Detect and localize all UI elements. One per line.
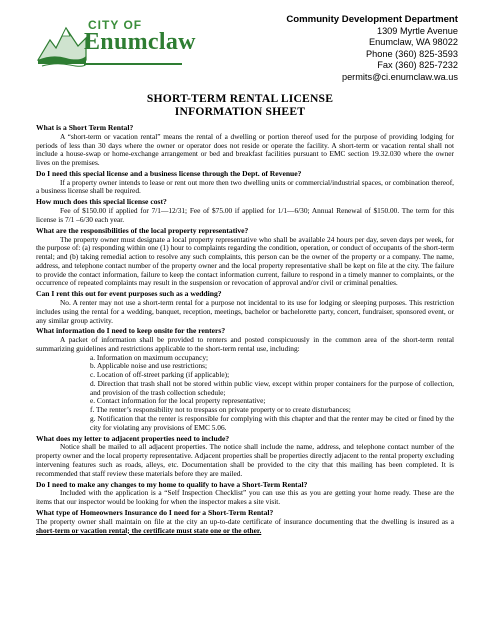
question-heading: What are the responsibilities of the local property representative? [36, 225, 249, 235]
question-heading: Do I need this special license and a business license through the Dept. of Revenue? [36, 168, 302, 178]
question-heading: Can I rent this out for event purposes such as a wedding? [36, 289, 222, 299]
answer-paragraph: No. A renter may not use a short-term rental for a purpose not incidental to its use for lodging or sleeping purposes. This restriction includes using the rental for a wedding, banquet, reception, meetings, bachelor or bachelorette party, concert, fundraiser, sponsored event, or any similar group activity. [36, 298, 454, 325]
list-item: f. The renter’s responsibility not to trespass on private property or to create disturbances; [90, 405, 351, 415]
answer-paragraph: A “short-term or vacation rental” means the rental of a dwelling or portion thereof used for the purpose of providing lodging for periods of less than 30 days where the owner or operator does not reside or operate the facility. A short-term or vacation rental shall not include a house-swap or home-exchange arrangement or bed and breakfast facilities pursuant to EMC section 19.32.030 where the owner lives on the premises. [36, 131, 454, 167]
question-heading: What does my letter to adjacent properties need to include? [36, 433, 230, 443]
document-body [36, 124, 454, 535]
list-item: c. Location of off-street parking (if applicable); [90, 370, 230, 380]
list-item: a. Information on maximum occupancy; [90, 352, 209, 362]
answer-paragraph: Included with the application is a “Self Inspection Checklist” you can use this as you are getting your home ready. These are the items that our inspector would be looking for when the inspector makes a site visit. [36, 488, 454, 507]
logo-city-name: Enumclaw [84, 29, 196, 55]
list-item: e. Contact information for the local property representative; [90, 396, 266, 406]
logo-underline [84, 63, 182, 65]
question-heading: What is a Short Term Rental? [36, 123, 134, 132]
department-fax: Fax (360) 825-7232 [377, 60, 458, 70]
answer-text: The property owner shall maintain on file at the city an up-to-date certificate of insurance documenting that the dwelling is insured as a [36, 516, 454, 526]
question-heading: Do I need to make any changes to my home to qualify to have a Short-Term Rental? [36, 479, 308, 489]
title-line1: SHORT-TERM RENTAL LICENSE [146, 92, 334, 105]
answer-paragraph: If a property owner intends to lease or rent out more then two dwelling units or commercial/industrial spaces, or combination thereof, a business license shall be required. [36, 177, 454, 196]
department-name: Community Development Department [286, 14, 458, 25]
city-logo [36, 18, 196, 72]
department-email[interactable]: permits@ci.enumclaw.wa.us [341, 71, 458, 82]
mountain-logo-icon [36, 20, 88, 70]
title-line2: INFORMATION SHEET [174, 105, 306, 118]
answer-paragraph: The property owner must designate a local property representative who shall be available 24 hours per day, seven days per week, for the purpose of: (a) responding within one (1) hour to complaints regarding the condition, operation, or conduct of occupants of the short-term rental; and (b) taking remedial action to resolve any such complaints, this person can be the owner of the property or a company. The name, address, and telephone contact number of the property owner and the local property representative shall be kept on file at the city. The failure to provide the contact information, failure to keep the contact information current, failure to respond in a timely manner to complaints, or the occurrence of repeated complaints may result in the suspension or revocation of approval and/or civil or criminal penalties. [36, 234, 454, 288]
department-address-line2: Enumclaw, WA 98022 [368, 37, 458, 47]
list-item: b. Applicable noise and use restrictions; [90, 361, 208, 371]
department-phone: Phone (360) 825-3593 [366, 48, 458, 59]
department-contact [286, 14, 458, 83]
answer-paragraph: A packet of information shall be provided to renters and posted conspicuously in the common area of the short-term rental summarizing guidelines and restrictions applicable to the short-term rental use, including: [36, 335, 454, 353]
answer-paragraph [36, 518, 454, 536]
answer-paragraph: Fee of $150.00 if applied for 7/1—12/31; Fee of $75.00 if applied for 1/1—6/30; Annual Renewal of $150.00. The term for this license is 7/1 –6/30 each year. [36, 206, 454, 224]
department-address-line1: 1309 Myrtle Avenue [376, 25, 458, 36]
renter-info-list [90, 354, 454, 433]
underlined-requirement: short-term or vacation rental; the certificate must state one or the other. [36, 525, 262, 535]
page-title [0, 92, 480, 118]
logo-city-of: CITY OF [88, 18, 143, 32]
question-heading: What type of Homeowners Insurance do I need for a Short-Term Rental? [36, 508, 274, 517]
answer-paragraph: Notice shall be mailed to all adjacent properties. The notice shall include the name, address, and telephone contact number of the property owner and the local property representative. Adjacent properties shall be properties directly adjacent to the rental property excluding intervening features such as roads, alleys, etc. Documentation shall be provided to the city that this mailing has been completed. It is recommended that staff review these materials before they are mailed. [36, 442, 454, 478]
question-heading: What information do I need to keep onsite for the renters? [36, 326, 226, 336]
question-heading: How much does this special license cost? [36, 197, 167, 207]
list-item: d. Direction that trash shall not be stored within public view, except within proper containers for the purpose of collection, and provision of the trash collection schedule; [90, 378, 454, 397]
list-item: g. Notification that the renter is responsible for complying with this chapter and that the renter may be cited or fined by the city for violating any provisions of EMC 5.06. [90, 413, 454, 432]
